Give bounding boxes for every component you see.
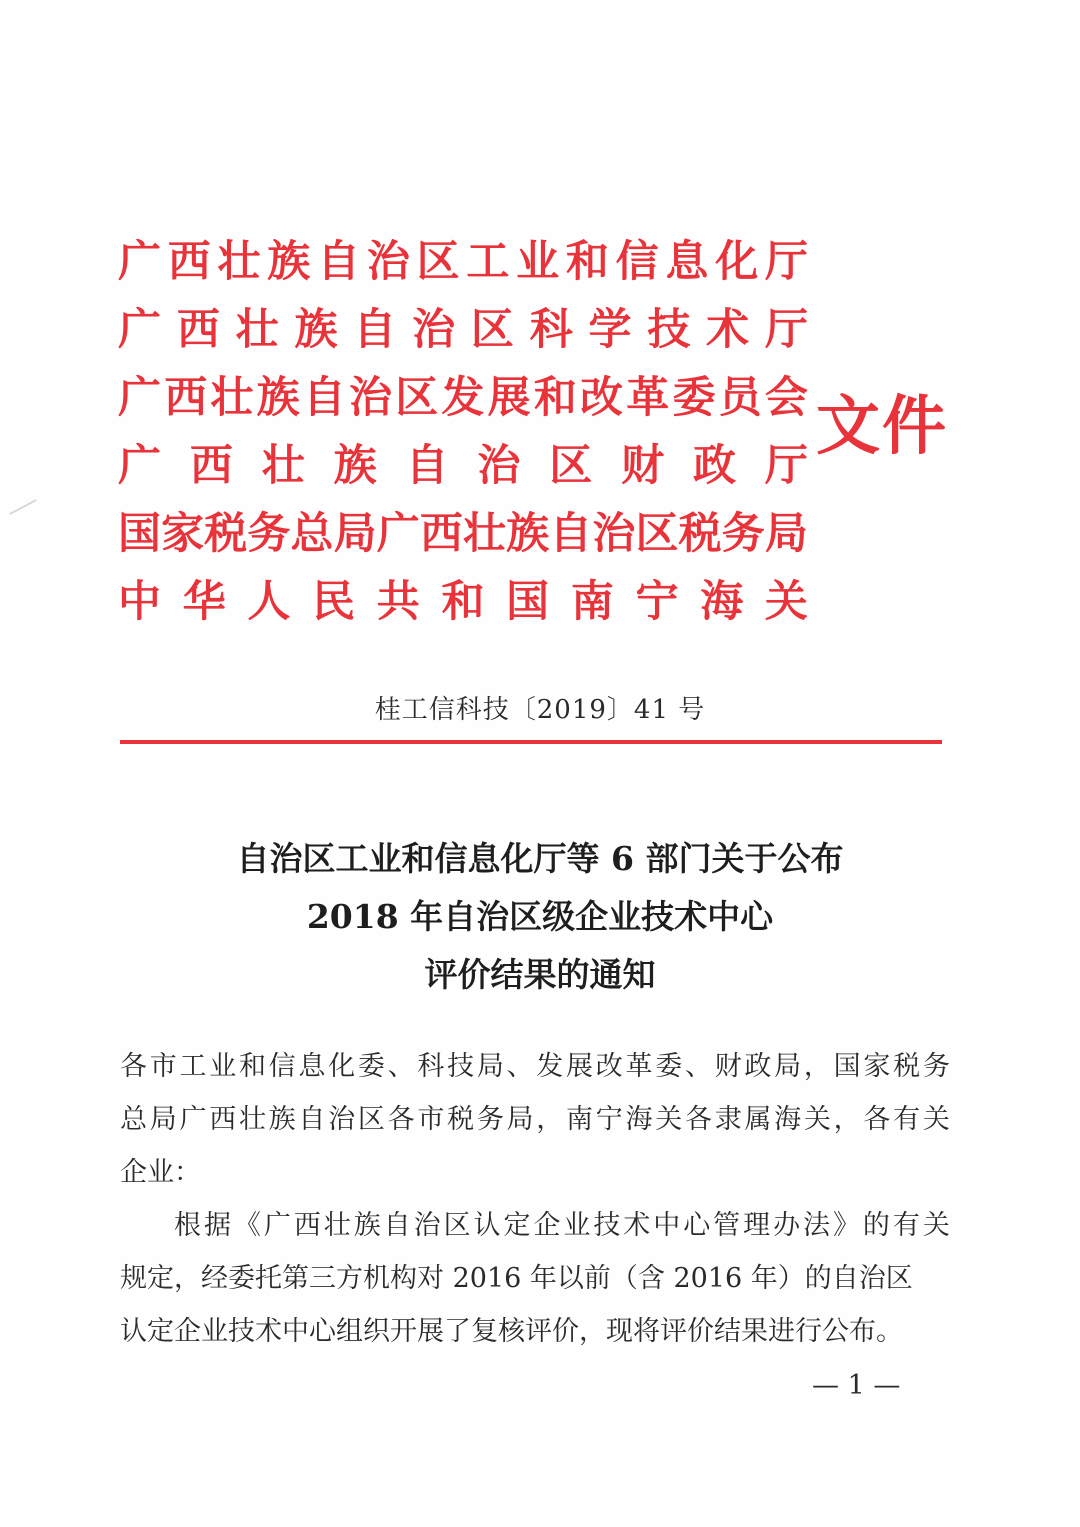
red-divider [120,740,942,744]
issuer-line: 中 华 人 民 共 和 国 南 宁 海 关 [118,577,808,627]
issuer-header [118,228,808,636]
issuer-line: 国 家 税 务 总 局 广 西 壮 族 自 治 区 税 务 局 [118,509,808,559]
document-number: 桂工信科技〔2019〕41 号 [374,695,706,725]
title-line: 评价结果的通知 [424,955,656,994]
title-line: 自治区工业和信息化厅等 6 部门关于公布 [236,839,844,878]
page-number: — 1 — [812,1370,901,1401]
issuer-line: 广 西 壮 族 自 治 区 财 政 厅 [118,441,808,491]
scan-mark [9,499,36,515]
paragraph-line: 根 据 《 广 西 壮 族 自 治 区 认 定 企 业 技 术 中 心 管 理 办 法 》 的 有 关 [174,1210,950,1241]
title-line: 2018 年自治区级企业技术中心 [306,897,774,936]
document-body [120,1040,950,1358]
document-type-label: 文件 [816,389,948,464]
issuer-line: 广 西 壮 族 自 治 区 工 业 和 信 息 化 厅 [118,237,808,287]
addressee-line: 总 局 广 西 壮 族 自 治 区 各 市 税 务 局 ， 南 宁 海 关 各 隶 属 海 关 ， 各 有 关 [120,1104,950,1135]
addressee-line: 各 市 工 业 和 信 息 化 委 、 科 技 局 、 发 展 改 革 委 、 财 政 局 ， 国 家 税 务 [120,1051,950,1082]
addressee-line: 企业： [120,1157,201,1188]
paragraph-line: 规定，经委托第三方机构对 2016 年以前（含 2016 年）的自治区 [120,1263,913,1294]
paragraph-line: 认定企业技术中心组织开展了复核评价，现将评价结果进行公布。 [120,1316,903,1347]
issuer-line: 广 西 壮 族 自 治 区 发 展 和 改 革 委 员 会 [118,373,808,423]
document-title [0,830,1080,1004]
issuer-line: 广 西 壮 族 自 治 区 科 学 技 术 厅 [118,305,808,355]
